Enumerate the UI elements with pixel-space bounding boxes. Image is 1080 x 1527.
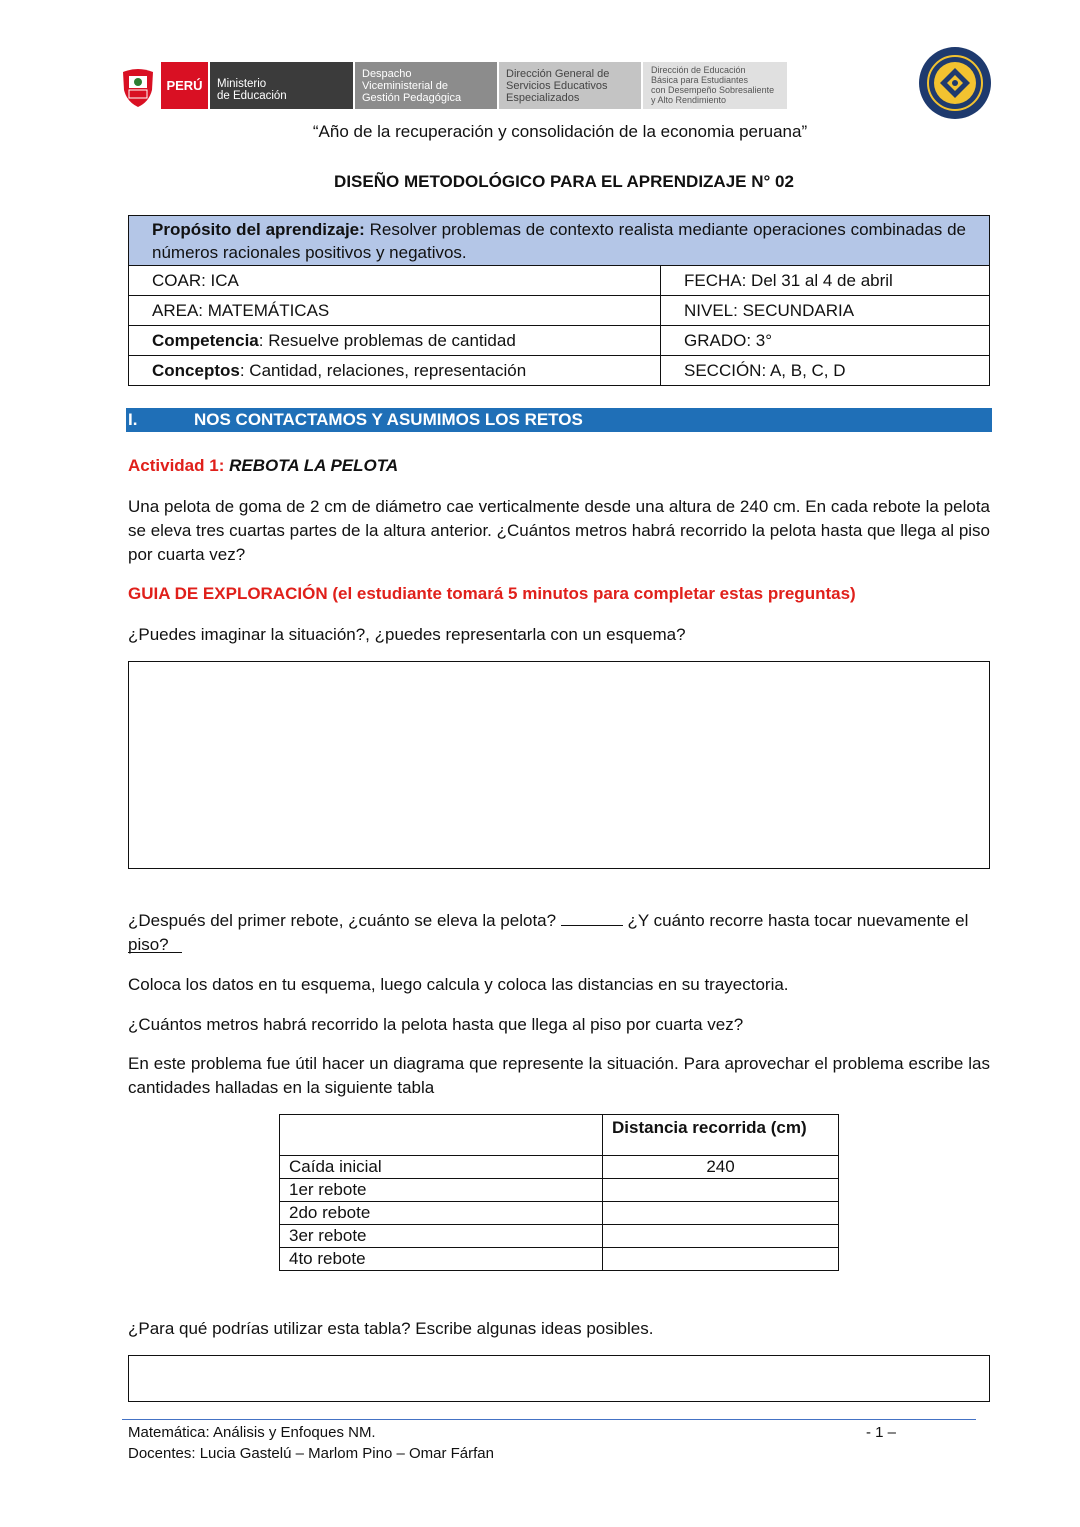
info-table: [128, 215, 990, 386]
row-label: 1er rebote: [280, 1179, 603, 1202]
table-row: [280, 1225, 839, 1248]
coar-seal-icon: [918, 46, 992, 120]
fecha-cell: FECHA: Del 31 al 4 de abril: [661, 266, 990, 296]
table-row: [280, 1179, 839, 1202]
question-3: Coloca los datos en tu esquema, luego calcula y coloca las distancias en su trayectoria.: [128, 975, 789, 994]
conceptos-cell: Conceptos: Cantidad, relaciones, representación: [129, 356, 661, 386]
grado-cell: GRADO: 3°: [661, 326, 990, 356]
row-value-input[interactable]: [603, 1248, 839, 1271]
answer-blank-2[interactable]: [128, 952, 182, 953]
document-title: DISEÑO METODOLÓGICO PARA EL APRENDIZAJE N° 02: [334, 172, 794, 191]
ideas-answer-box[interactable]: [128, 1355, 990, 1402]
peru-logo: PERÚ: [161, 62, 208, 109]
proposito-cell: Propósito del aprendizaje: Resolver problemas de contexto realista mediante operaciones combinadas de números racionales positivos y negativos.: [129, 216, 990, 266]
despacho-logo: Despacho Viceministerial de Gestión Pedagógica: [355, 62, 497, 109]
question-6: ¿Para qué podrías utilizar esta tabla? Escribe algunas ideas posibles.: [128, 1319, 654, 1338]
problem-statement: Una pelota de goma de 2 cm de diámetro cae verticalmente desde una altura de 240 cm. En cada rebote la pelota se eleva tres cuartas partes de la altura anterior. ¿Cuántos metros habrá recorrido la pelota hasta que llega al piso por cuarta vez?: [128, 497, 990, 564]
row-label: 4to rebote: [280, 1248, 603, 1271]
section-header: [126, 408, 992, 432]
question-5: En este problema fue útil hacer un diagrama que represente la situación. Para aprovechar el problema escribe las cantidades halladas en la siguiente tabla: [128, 1054, 990, 1097]
footer-course: Matemática: Análisis y Enfoques NM.: [128, 1424, 376, 1441]
row-value: 240: [603, 1156, 839, 1179]
table-header: Distancia recorrida (cm): [603, 1115, 839, 1156]
table-corner-cell: [280, 1115, 603, 1156]
nivel-cell: NIVEL: SECUNDARIA: [661, 296, 990, 326]
row-label: Caída inicial: [280, 1156, 603, 1179]
row-value-input[interactable]: [603, 1202, 839, 1225]
question-4: ¿Cuántos metros habrá recorrido la pelota hasta que llega al piso por cuarta vez?: [128, 1015, 744, 1034]
schema-answer-box[interactable]: [128, 661, 990, 869]
distance-table: [279, 1114, 839, 1271]
question-2: ¿Después del primer rebote, ¿cuánto se eleva la pelota? ¿Y cuánto recorre hasta tocar nuevamente el piso?: [128, 911, 969, 954]
row-label: 3er rebote: [280, 1225, 603, 1248]
table-row: [280, 1156, 839, 1179]
area-cell: AREA: MATEMÁTICAS: [129, 296, 661, 326]
footer-teachers: Docentes: Lucia Gastelú – Marlom Pino – Omar Fárfan: [128, 1445, 494, 1462]
table-row: [280, 1202, 839, 1225]
guia-heading: GUIA DE EXPLORACIÓN (el estudiante tomará 5 minutos para completar estas preguntas): [128, 584, 856, 603]
answer-blank-1[interactable]: [561, 911, 623, 926]
year-motto: “Año de la recuperación y consolidación de la economia peruana”: [312, 122, 808, 141]
footer-divider: [122, 1419, 976, 1420]
seccion-cell: SECCIÓN: A, B, C, D: [661, 356, 990, 386]
section-title: NOS CONTACTAMOS Y ASUMIMOS LOS RETOS: [194, 410, 583, 429]
row-value-input[interactable]: [603, 1225, 839, 1248]
section-number: I.: [128, 410, 138, 429]
table-row: [280, 1248, 839, 1271]
coat-of-arms-icon: [119, 66, 157, 108]
direccion-general-logo: Dirección General de Servicios Educativos Especializados: [499, 62, 641, 109]
ministerio-logo: Ministerio de Educación: [210, 62, 353, 109]
activity-title: Actividad 1: REBOTA LA PELOTA: [128, 456, 399, 475]
page-number: - 1 –: [866, 1424, 897, 1441]
competencia-cell: Competencia: Resuelve problemas de cantidad: [129, 326, 661, 356]
direccion-ebr-logo: Dirección de Educación Básica para Estudiantes con Desempeño Sobresaliente y Alto Rendimiento: [643, 62, 787, 109]
coar-cell: COAR: ICA: [129, 266, 661, 296]
row-label: 2do rebote: [280, 1202, 603, 1225]
row-value-input[interactable]: [603, 1179, 839, 1202]
question-1: ¿Puedes imaginar la situación?, ¿puedes representarla con un esquema?: [128, 625, 686, 644]
